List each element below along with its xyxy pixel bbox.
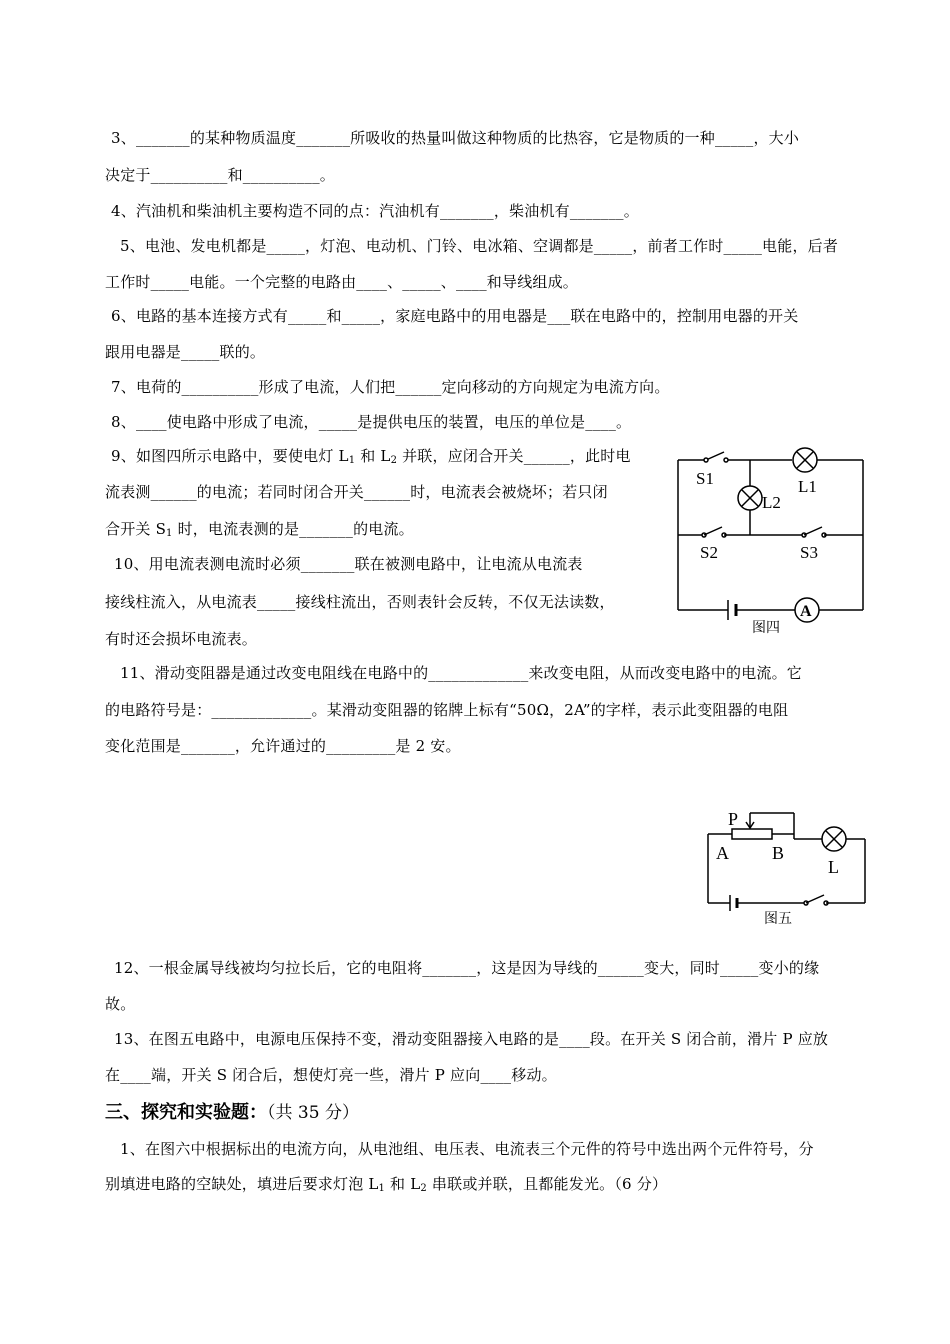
fig4-label-s2: S2 [700, 543, 718, 562]
fig5-label-p: P [728, 809, 739, 829]
question-10-line-3: 有时还会损坏电流表。 [105, 630, 258, 648]
question-8: 8、____使电路中形成了电流，_____是提供电压的装置，电压的单位是____。 [111, 413, 632, 431]
fig5-label-b: B [772, 843, 785, 863]
question-7: 7、电荷的__________形成了电流，人们把______定向移动的方向规定为电流方向。 [111, 378, 670, 396]
question-10-line-2: 接线柱流入，从电流表_____接线柱流出，否则表针会反转，不仅无法读数， [105, 593, 615, 611]
fig4-label-l2: L2 [762, 493, 781, 512]
question-5-line-2: 工作时_____电能。一个完整的电路由____、_____、____和导线组成。 [105, 273, 579, 291]
fig4-ammeter-label: A [800, 603, 812, 620]
fig5-caption: 图五 [764, 912, 792, 927]
section-3-question-1-line-2: 别填进电路的空缺处，填进后要求灯泡 $L_1$ 和 $L_2$ 串联或并联，且都能发光。（6 分） [105, 1175, 668, 1194]
fig4-caption: 图四 [752, 621, 780, 636]
question-12-line-1: 12、一根金属导线被均匀拉长后，它的电阻将_______，这是因为导线的______变大，同时_____变小的缘 [114, 959, 820, 977]
figure-5-circuit [700, 805, 875, 930]
question-12-line-2: 故。 [105, 995, 136, 1013]
question-5-line-1: 5、电池、发电机都是_____，灯泡、电动机、门铃、电冰箱、空调都是_____，前者工作时_____电能，后者 [120, 237, 839, 255]
question-9-line-3: 合开关 $S_1$ 时，电流表测的是_______的电流。 [105, 520, 414, 539]
section-3-question-1-line-1: 1、在图六中根据标出的电流方向，从电池组、电压表、电流表三个元件的符号中选出两个元件符号，分 [120, 1140, 814, 1158]
question-10-line-1: 10、用电流表测电流时必须_______联在被测电路中，让电流从电流表 [114, 555, 583, 573]
question-4: 4、汽油机和柴油机主要构造不同的点：汽油机有_______，柴油机有_______。 [111, 202, 639, 220]
figure-4-circuit [670, 440, 875, 640]
fig5-label-l: L [828, 857, 839, 877]
question-11-line-3: 变化范围是_______，允许通过的_________是 2 安。 [105, 737, 461, 755]
question-11-line-1: 11、滑动变阻器是通过改变电阻线在电路中的_____________来改变电阻，从而改变电路中的电流。它 [120, 664, 802, 682]
question-6-line-1: 6、电路的基本连接方式有_____和_____，家庭电路中的用电器是___联在电路中的，控制用电器的开关 [111, 307, 799, 325]
section-3-heading: 三、探究和实验题：（共 35 分） [105, 1102, 359, 1123]
question-13-line-1: 13、在图五电路中，电源电压保持不变，滑动变阻器接入电路的是____段。在开关 S 闭合前，滑片 P 应放 [114, 1030, 829, 1048]
question-3-line-1: 3、_______的某种物质温度_______所吸收的热量叫做这种物质的比热容，它是物质的一种_____，大小 [111, 129, 800, 147]
fig5-label-a: A [716, 843, 729, 863]
fig4-label-s1: S1 [696, 469, 714, 488]
question-9-line-1: 9、如图四所示电路中，要使电灯 $L_1$ 和 $L_2$ 并联，应闭合开关______，此时电 [111, 447, 631, 466]
question-6-line-2: 跟用电器是_____联的。 [105, 343, 266, 361]
fig4-label-l1: L1 [798, 477, 817, 496]
question-3-line-2: 决定于__________和__________。 [105, 166, 336, 184]
question-13-line-2: 在____端，开关 S 闭合后，想使灯亮一些，滑片 P 应向____移动。 [105, 1066, 557, 1084]
fig4-label-s3: S3 [800, 543, 818, 562]
question-9-line-2: 流表测______的电流；若同时闭合开关______时，电流表会被烧坏；若只闭 [105, 483, 608, 501]
question-11-line-2: 的电路符号是：_____________。某滑动变阻器的铭牌上标有“50Ω，2A”的字样，表示此变阻器的电阻 [105, 701, 789, 719]
